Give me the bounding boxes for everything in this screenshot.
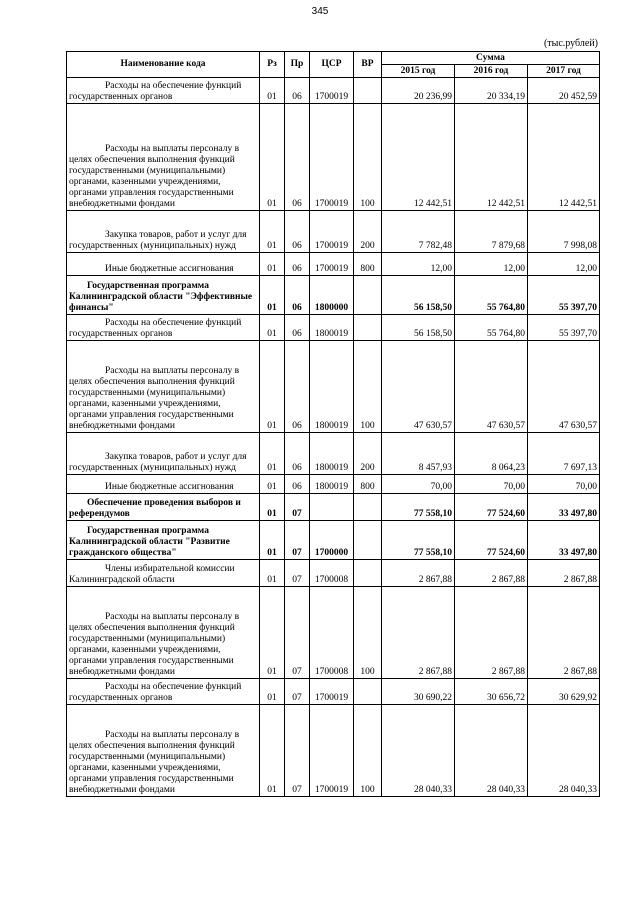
col-header-2016: 2016 год (455, 65, 528, 78)
row-pr: 06 (285, 341, 310, 433)
row-value-2017: 33 497,80 (528, 521, 600, 560)
row-rz: 01 (260, 679, 285, 705)
row-value-2016: 77 524,60 (455, 494, 528, 521)
row-value-2016: 47 630,57 (455, 341, 528, 433)
row-rz: 01 (260, 521, 285, 560)
row-name-text: Иные бюджетные ассигнования (105, 482, 234, 492)
row-rz: 01 (260, 587, 285, 679)
row-name (67, 494, 260, 521)
row-rz: 01 (260, 104, 285, 211)
row-rz: 01 (260, 276, 285, 315)
row-value-2016: 28 040,33 (455, 705, 528, 797)
row-name (67, 341, 260, 433)
row-name-text: Государственная программа Калининградской области "Эффективные финансы" (69, 281, 253, 313)
row-value-2016: 70,00 (455, 475, 528, 494)
row-name-text: Расходы на выплаты персоналу в целях обеспечения выполнения функций государственными (муниципальными) органами, казенными учреждениями, органами управления государственными внебюджетными фондами (69, 366, 240, 431)
row-csr: 1800019 (310, 341, 354, 433)
row-rz: 01 (260, 705, 285, 797)
row-pr: 06 (285, 315, 310, 341)
row-vr (354, 560, 382, 587)
row-value-2017: 2 867,88 (528, 560, 600, 587)
row-name-text: Государственная программа Калининградской области "Развитие гражданского общества" (69, 526, 230, 558)
row-value-2016: 77 524,60 (455, 521, 528, 560)
row-pr: 06 (285, 475, 310, 494)
col-header-vr: ВР (354, 52, 382, 78)
row-value-2017: 70,00 (528, 475, 600, 494)
row-csr: 1700019 (310, 253, 354, 276)
row-pr: 07 (285, 560, 310, 587)
row-value-2015: 7 782,48 (382, 211, 455, 253)
table-row (67, 494, 600, 521)
row-rz: 01 (260, 211, 285, 253)
row-value-2015: 77 558,10 (382, 521, 455, 560)
row-pr: 07 (285, 521, 310, 560)
row-value-2016: 20 334,19 (455, 78, 528, 104)
row-value-2016: 2 867,88 (455, 587, 528, 679)
row-csr: 1800000 (310, 276, 354, 315)
table-row (67, 253, 600, 276)
row-vr (354, 679, 382, 705)
row-name (67, 521, 260, 560)
budget-table (66, 51, 600, 797)
row-name (67, 315, 260, 341)
row-name (67, 276, 260, 315)
row-value-2015: 12,00 (382, 253, 455, 276)
row-value-2015: 2 867,88 (382, 560, 455, 587)
row-vr (354, 276, 382, 315)
table-row (67, 78, 600, 104)
table-header (67, 52, 600, 78)
row-value-2016: 12 442,51 (455, 104, 528, 211)
col-header-sum: Сумма (382, 52, 600, 65)
units-label: (тыс.рублей) (543, 38, 598, 49)
row-name (67, 433, 260, 475)
page-number: 345 (311, 6, 329, 17)
row-name (67, 679, 260, 705)
row-vr: 100 (354, 104, 382, 211)
table-row (67, 475, 600, 494)
row-name-text: Расходы на обеспечение функций государственных органов (69, 318, 242, 339)
row-value-2015: 70,00 (382, 475, 455, 494)
row-name (67, 560, 260, 587)
row-value-2015: 20 236,99 (382, 78, 455, 104)
row-name-text: Расходы на обеспечение функций государственных органов (69, 682, 242, 703)
row-csr: 1700000 (310, 521, 354, 560)
row-csr: 1700019 (310, 679, 354, 705)
row-value-2017: 12,00 (528, 253, 600, 276)
row-value-2015: 77 558,10 (382, 494, 455, 521)
row-pr: 07 (285, 705, 310, 797)
row-pr: 06 (285, 78, 310, 104)
row-csr: 1800019 (310, 315, 354, 341)
row-vr: 200 (354, 211, 382, 253)
row-csr: 1700008 (310, 587, 354, 679)
row-value-2015: 30 690,22 (382, 679, 455, 705)
col-header-2017: 2017 год (528, 65, 600, 78)
row-name (67, 78, 260, 104)
row-name (67, 475, 260, 494)
row-vr: 200 (354, 433, 382, 475)
row-csr: 1800019 (310, 475, 354, 494)
row-value-2016: 7 879,68 (455, 211, 528, 253)
row-value-2016: 55 764,80 (455, 276, 528, 315)
row-pr: 07 (285, 494, 310, 521)
row-name-text: Расходы на обеспечение функций государственных органов (69, 81, 242, 102)
row-name-text: Закупка товаров, работ и услуг для государственных (муниципальных) нужд (69, 230, 247, 251)
row-rz: 01 (260, 494, 285, 521)
row-csr: 1700019 (310, 705, 354, 797)
row-value-2015: 56 158,50 (382, 276, 455, 315)
row-value-2016: 12,00 (455, 253, 528, 276)
row-vr (354, 494, 382, 521)
row-vr (354, 78, 382, 104)
row-value-2017: 2 867,88 (528, 587, 600, 679)
row-value-2016: 30 656,72 (455, 679, 528, 705)
row-value-2017: 55 397,70 (528, 276, 600, 315)
row-pr: 06 (285, 276, 310, 315)
row-pr: 06 (285, 211, 310, 253)
row-vr (354, 521, 382, 560)
row-name-text: Расходы на выплаты персоналу в целях обеспечения выполнения функций государственными (муниципальными) органами, казенными учреждениями, органами управления государственными внебюджетными фондами (69, 612, 240, 677)
row-vr: 100 (354, 705, 382, 797)
row-pr: 06 (285, 433, 310, 475)
row-pr: 07 (285, 587, 310, 679)
row-name (67, 705, 260, 797)
row-name-text: Иные бюджетные ассигнования (105, 264, 234, 274)
row-rz: 01 (260, 433, 285, 475)
row-name-text: Закупка товаров, работ и услуг для государственных (муниципальных) нужд (69, 452, 247, 473)
row-vr (354, 315, 382, 341)
row-csr: 1700019 (310, 211, 354, 253)
row-value-2015: 28 040,33 (382, 705, 455, 797)
row-value-2017: 30 629,92 (528, 679, 600, 705)
row-name-text: Обеспечение проведения выборов и референдумов (69, 498, 241, 519)
row-name-text: Члены избирательной комиссии Калининградской области (69, 564, 235, 585)
row-name (67, 211, 260, 253)
row-csr: 1700019 (310, 104, 354, 211)
row-value-2017: 33 497,80 (528, 494, 600, 521)
row-name-text: Расходы на выплаты персоналу в целях обеспечения выполнения функций государственными (муниципальными) органами, казенными учреждениями, органами управления государственными внебюджетными фондами (69, 144, 240, 209)
row-value-2015: 8 457,93 (382, 433, 455, 475)
row-vr: 800 (354, 253, 382, 276)
col-header-name: Наименование кода (67, 52, 260, 78)
row-value-2017: 28 040,33 (528, 705, 600, 797)
row-value-2015: 47 630,57 (382, 341, 455, 433)
row-pr: 06 (285, 253, 310, 276)
table-row (67, 341, 600, 433)
row-csr: 1700019 (310, 78, 354, 104)
row-rz: 01 (260, 78, 285, 104)
row-value-2017: 7 998,08 (528, 211, 600, 253)
row-value-2017: 55 397,70 (528, 315, 600, 341)
row-value-2016: 8 064,23 (455, 433, 528, 475)
row-value-2017: 12 442,51 (528, 104, 600, 211)
table-row (67, 560, 600, 587)
row-pr: 06 (285, 104, 310, 211)
row-value-2015: 2 867,88 (382, 587, 455, 679)
row-vr: 800 (354, 475, 382, 494)
row-pr: 07 (285, 679, 310, 705)
row-value-2016: 55 764,80 (455, 315, 528, 341)
table-body (67, 78, 600, 797)
row-name (67, 253, 260, 276)
row-value-2015: 56 158,50 (382, 315, 455, 341)
table-row (67, 587, 600, 679)
row-vr: 100 (354, 341, 382, 433)
row-value-2015: 12 442,51 (382, 104, 455, 211)
row-rz: 01 (260, 475, 285, 494)
row-rz: 01 (260, 315, 285, 341)
table-row (67, 211, 600, 253)
row-value-2016: 2 867,88 (455, 560, 528, 587)
row-rz: 01 (260, 341, 285, 433)
col-header-rz: Рз (260, 52, 285, 78)
row-value-2017: 20 452,59 (528, 78, 600, 104)
row-csr (310, 494, 354, 521)
row-name-text: Расходы на выплаты персоналу в целях обеспечения выполнения функций государственными (муниципальными) органами, казенными учреждениями, органами управления государственными внебюджетными фондами (69, 730, 240, 795)
col-header-pr: Пр (285, 52, 310, 78)
table-row (67, 315, 600, 341)
row-rz: 01 (260, 560, 285, 587)
row-csr: 1800019 (310, 433, 354, 475)
col-header-2015: 2015 год (382, 65, 455, 78)
table-row (67, 104, 600, 211)
row-rz: 01 (260, 253, 285, 276)
table-row (67, 433, 600, 475)
table-row (67, 705, 600, 797)
row-value-2017: 7 697,13 (528, 433, 600, 475)
row-vr: 100 (354, 587, 382, 679)
table-row (67, 521, 600, 560)
col-header-csr: ЦСР (310, 52, 354, 78)
row-value-2017: 47 630,57 (528, 341, 600, 433)
row-name (67, 104, 260, 211)
table-row (67, 276, 600, 315)
row-name (67, 587, 260, 679)
table-row (67, 679, 600, 705)
row-csr: 1700008 (310, 560, 354, 587)
